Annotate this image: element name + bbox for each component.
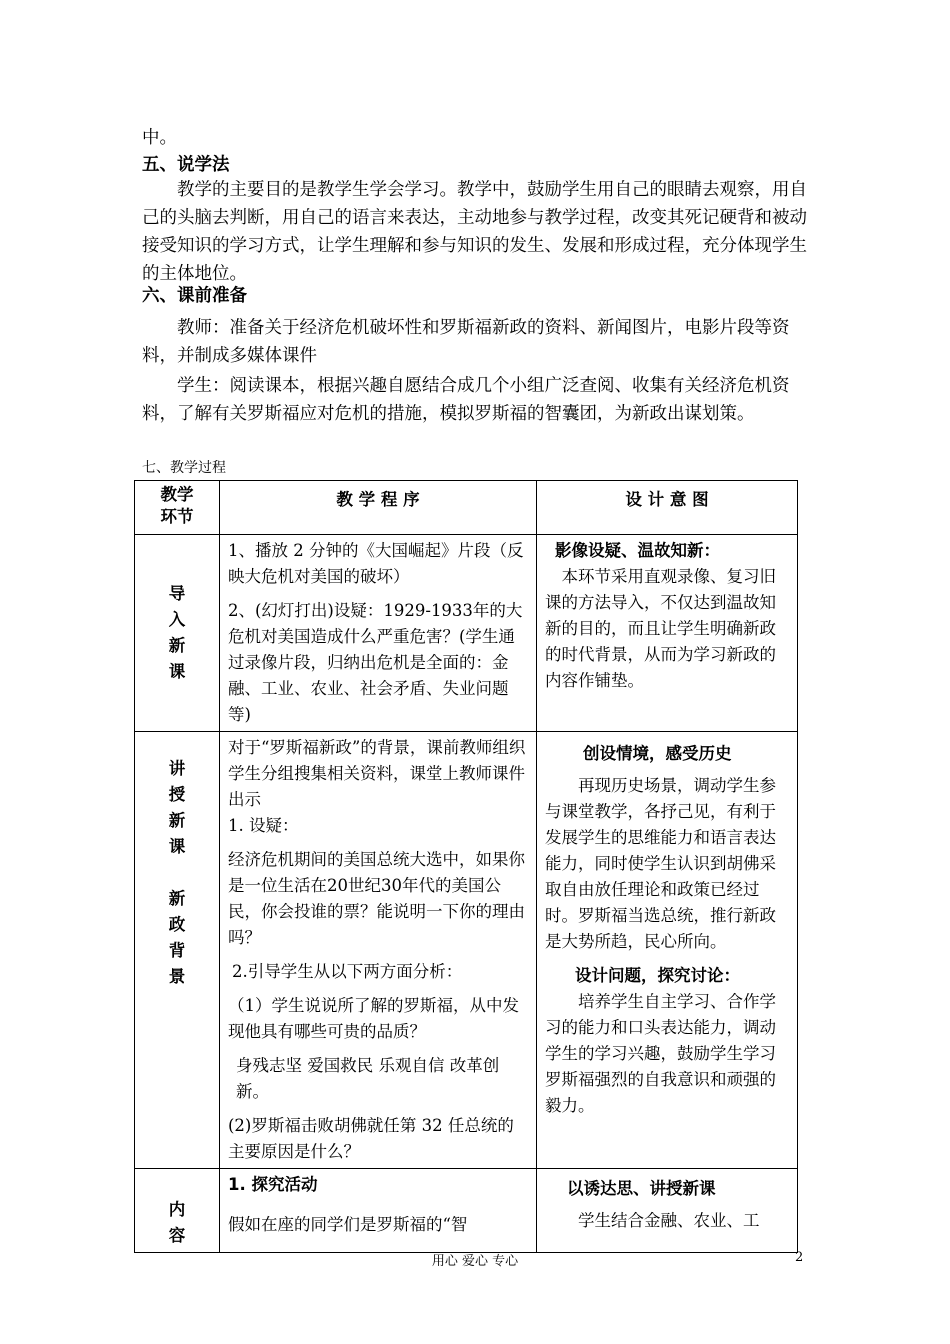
- intent-title: 设计问题，探究讨论：: [575, 966, 740, 985]
- footer-motto: 用心 爱心 专心: [431, 1254, 519, 1269]
- stage-cell-background: [135, 732, 220, 1169]
- procedure-cell: [220, 732, 537, 1169]
- intro-tail: 中。: [142, 128, 177, 148]
- procedure-cell: [220, 535, 537, 732]
- intent-text: 本环节采用直观录像、复习旧课的方法导入，不仅达到温故知新的目的，而且让学生明确新政的时代背景，从而为学习新政的内容作铺垫。: [545, 567, 776, 690]
- procedure-text: 1. 探究活动: [228, 1175, 318, 1194]
- header-stage: 教学 环节: [135, 481, 220, 535]
- section6-teacher: 教师：准备关于经济危机破坏性和罗斯福新政的资料、新闻图片，电影片段等资料，并制成多媒体课件: [142, 318, 790, 366]
- section6-student: 学生：阅读课本，根据兴趣自愿结合成几个小组广泛查阅、收集有关经济危机资料，了解有关罗斯福应对危机的措施，模拟罗斯福的智囊团，为新政出谋划策。: [142, 376, 790, 424]
- table-row: [135, 1169, 798, 1253]
- section5-body: 教学的主要目的是教学生学会学习。教学中，鼓励学生用自己的眼睛去观察，用自己的头脑去判断，用自己的语言来表达，主动地参与教学过程，改变其死记硬背和被动接受知识的学习方式，让学生理解和参与知识的发生、发展和形成过程，充分体现学生的主体地位。: [142, 180, 807, 284]
- procedure-cell: [220, 1169, 537, 1253]
- section6-heading: 六、课前准备: [142, 286, 247, 306]
- header-procedure: 教 学 程 序: [220, 481, 537, 535]
- procedure-text: (2)罗斯福击败胡佛就任第 32 任总统的主要原因是什么？: [228, 1116, 514, 1161]
- table-row: [135, 732, 798, 1169]
- page-number: 2: [795, 1250, 804, 1265]
- intent-title: 创设情境，感受历史: [583, 744, 732, 763]
- procedure-text: 对于“罗斯福新政”的背景，课前教师组织学生分组搜集相关资料，课堂上教师课件出示: [228, 738, 526, 809]
- intent-cell: [537, 732, 798, 1169]
- table-row: [135, 535, 798, 732]
- section7-heading: 七、教学过程: [142, 460, 226, 476]
- teaching-process-table: [134, 480, 798, 1253]
- procedure-text: 假如在座的同学们是罗斯福的“智: [228, 1215, 468, 1234]
- header-intent: 设 计 意 图: [537, 481, 798, 535]
- intent-title: 以诱达思、讲授新课: [567, 1179, 716, 1198]
- stage-cell-content: [135, 1169, 220, 1253]
- procedure-text: （1）学生说说所了解的罗斯福，从中发现他具有哪些可贵的品质？: [228, 996, 519, 1041]
- procedure-text: 经济危机期间的美国总统大选中，如果你是一位生活在20世纪30年代的美国公民，你会投谁的票？能说明一下你的理由吗？: [228, 850, 525, 947]
- intent-text: 培养学生自主学习、合作学习的能力和口头表达能力，调动学生的学习兴趣，鼓励学生学习罗斯福强烈的自我意识和顽强的毅力。: [545, 992, 776, 1115]
- intent-text: 学生结合金融、农业、工: [578, 1211, 760, 1230]
- stage-label: 导 入 新 课: [168, 584, 186, 681]
- procedure-text: 1、播放 2 分钟的《大国崛起》片段（反映大危机对美国的破坏）: [228, 541, 524, 586]
- procedure-text: 身残志坚 爱国救民 乐观自信 改革创新。: [236, 1056, 500, 1101]
- table-header-row: [135, 481, 798, 535]
- procedure-text: 2.引导学生从以下两方面分析：: [232, 962, 463, 981]
- intent-cell: [537, 1169, 798, 1253]
- intent-text: 再现历史场景，调动学生参与课堂教学，各抒己见，有利于发展学生的思维能力和语言表达能力，同时使学生认识到胡佛采取自由放任理论和政策已经过时。罗斯福当选总统，推行新政是大势所趋，民心所向。: [545, 776, 776, 951]
- stage-label: 内 容: [168, 1200, 186, 1245]
- intent-title: 影像设疑、温故知新：: [555, 541, 720, 560]
- section5-heading: 五、说学法: [142, 155, 230, 175]
- procedure-text: 2、(幻灯打出)设疑：1929-1933年的大危机对美国造成什么严重危害？(学生通过录像片段，归纳出危机是全面的：金融、工业、农业、社会矛盾、失业问题等): [228, 601, 523, 724]
- stage-cell-intro: [135, 535, 220, 732]
- intent-cell: [537, 535, 798, 732]
- procedure-text: 1. 设疑：: [228, 816, 299, 835]
- stage-label: 讲 授 新 课 新 政 背 景: [168, 759, 186, 986]
